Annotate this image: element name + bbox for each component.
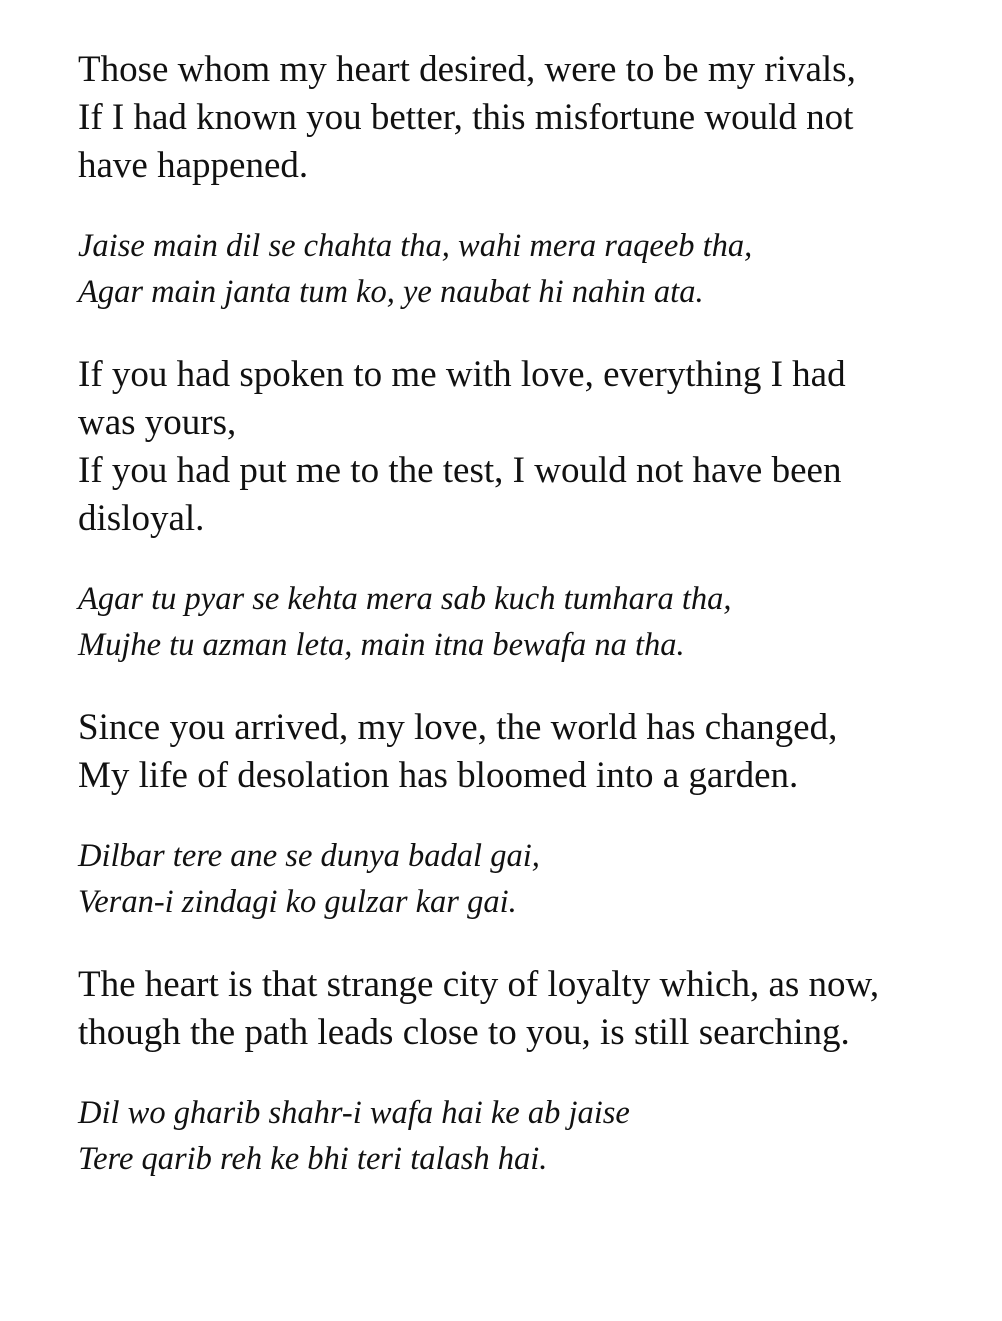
- stanza-1-english: [78, 46, 958, 190]
- poem-line: Those whom my heart desired, were to be my rivals,: [78, 49, 856, 90]
- poem-line: have happened.: [78, 145, 309, 186]
- transliteration-line: Tere qarib reh ke bhi teri talash hai.: [78, 1141, 548, 1177]
- stanza-2-romanized: [78, 576, 958, 668]
- poem-line: If you had put me to the test, I would not have been: [78, 450, 842, 491]
- transliteration-line: Agar tu pyar se kehta mera sab kuch tumhara tha,: [78, 581, 732, 617]
- stanza-3-english: [78, 704, 958, 800]
- stanza-3-romanized: [78, 833, 958, 925]
- transliteration-line: Dilbar tere ane se dunya badal gai,: [78, 838, 540, 874]
- poem-line: If I had known you better, this misfortune would not: [78, 97, 854, 138]
- poem-page: [78, 46, 958, 1182]
- poem-line: If you had spoken to me with love, everything I had: [78, 354, 846, 395]
- stanza-1-romanized: [78, 223, 958, 315]
- transliteration-line: Mujhe tu azman leta, main itna bewafa na tha.: [78, 627, 685, 663]
- transliteration-line: Veran-i zindagi ko gulzar kar gai.: [78, 884, 517, 920]
- poem-line: though the path leads close to you, is still searching.: [78, 1012, 850, 1053]
- stanza-4-romanized: [78, 1090, 958, 1182]
- transliteration-line: Jaise main dil se chahta tha, wahi mera raqeeb tha,: [78, 228, 753, 264]
- poem-line: disloyal.: [78, 498, 205, 539]
- poem-line: My life of desolation has bloomed into a garden.: [78, 755, 799, 796]
- stanza-4-english: [78, 961, 958, 1057]
- poem-line: The heart is that strange city of loyalty which, as now,: [78, 964, 880, 1005]
- poem-line: Since you arrived, my love, the world has changed,: [78, 707, 838, 748]
- transliteration-line: Dil wo gharib shahr-i wafa hai ke ab jaise: [78, 1095, 630, 1131]
- poem-line: was yours,: [78, 402, 237, 443]
- stanza-2-english: [78, 351, 958, 543]
- transliteration-line: Agar main janta tum ko, ye naubat hi nahin ata.: [78, 274, 704, 310]
